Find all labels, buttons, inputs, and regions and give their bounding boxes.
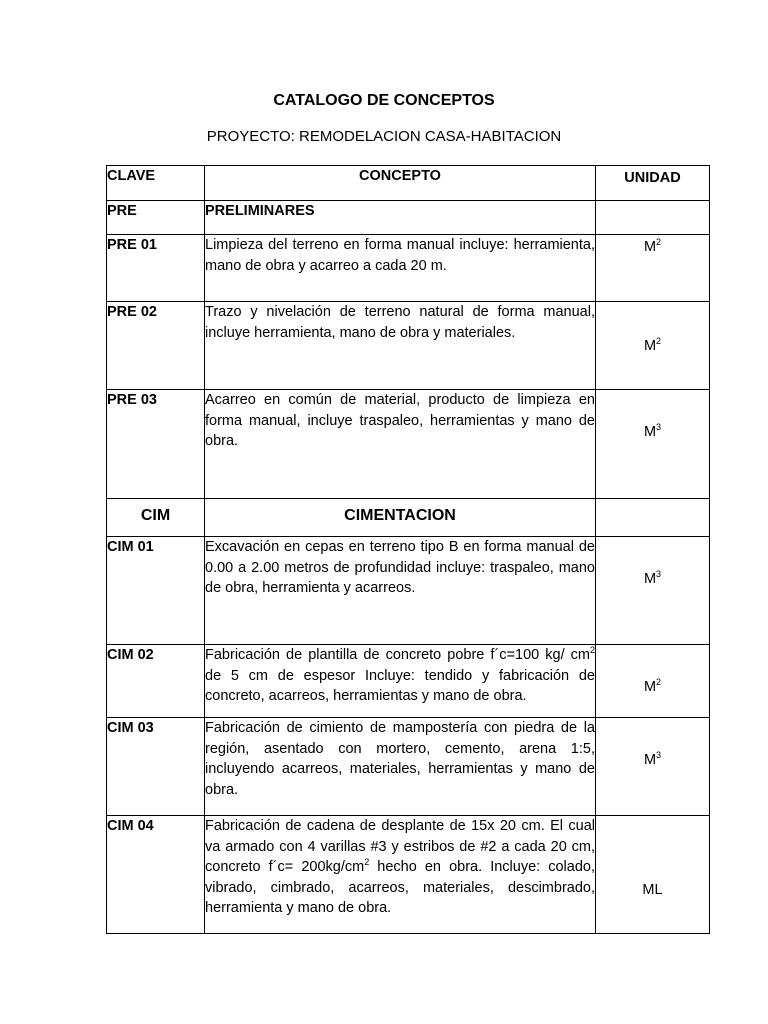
table-row: [107, 201, 710, 235]
table-header-row: [107, 166, 710, 201]
row-clave: PRE: [107, 201, 205, 235]
row-unidad: [596, 201, 710, 235]
table-row: [107, 499, 710, 537]
row-clave: CIM 01: [107, 537, 205, 645]
table-row: [107, 390, 710, 499]
row-concepto: CIMENTACION: [205, 499, 596, 537]
row-clave: CIM 04: [107, 816, 205, 934]
table-row: [107, 816, 710, 934]
row-unidad: $M^3$: [596, 718, 710, 816]
row-unidad: $M^3$: [596, 390, 710, 499]
header-clave: CLAVE: [107, 166, 205, 201]
concept-catalog-table: [106, 165, 710, 934]
row-unidad: [596, 499, 710, 537]
table-row: [107, 718, 710, 816]
row-concepto: Fabricación de cimiento de mampostería con piedra de la región, asentado con mortero, cemento, arena 1:5, incluyendo acarreos, materiales, herramientas y mano de obra.: [205, 718, 596, 816]
row-concepto: Excavación en cepas en terreno tipo B en forma manual de 0.00 a 2.00 metros de profundidad incluye: traspaleo, mano de obra, herramienta y acarreos.: [205, 537, 596, 645]
row-concepto: Limpieza del terreno en forma manual incluye: herramienta, mano de obra y acarreo a cada 20 m.: [205, 235, 596, 302]
row-clave: CIM: [107, 499, 205, 537]
row-concepto: PRELIMINARES: [205, 201, 596, 235]
row-unidad: $M^3$: [596, 537, 710, 645]
row-clave: PRE 03: [107, 390, 205, 499]
table-row: [107, 537, 710, 645]
table-row: [107, 645, 710, 718]
row-clave: CIM 02: [107, 645, 205, 718]
row-clave: PRE 02: [107, 302, 205, 390]
row-unidad: $M^2$: [596, 302, 710, 390]
row-concepto: Fabricación de plantilla de concreto pobre f´c=100 kg/ $cm^2$ de 5 cm de espesor Incluye: tendido y fabricación de concreto, acarreos, herramientas y mano de obra.: [205, 645, 596, 718]
document-subtitle: PROYECTO: REMODELACION CASA-HABITACION: [206, 128, 562, 145]
table-row: [107, 302, 710, 390]
row-concepto: Acarreo en común de material, producto de limpieza en forma manual, incluye traspaleo, herramientas y mano de obra.: [205, 390, 596, 499]
row-concepto: Trazo y nivelación de terreno natural de forma manual, incluye herramienta, mano de obra y materiales.: [205, 302, 596, 390]
header-concepto: CONCEPTO: [205, 166, 596, 201]
row-unidad: ML: [596, 816, 710, 934]
row-unidad: $M^2$: [596, 645, 710, 718]
header-unidad: UNIDAD: [596, 166, 710, 201]
row-clave: PRE 01: [107, 235, 205, 302]
table-row: [107, 235, 710, 302]
row-concepto: Fabricación de cadena de desplante de 15x 20 cm. El cual va armado con 4 varillas #3 y estribos de #2 a cada 20 cm, concreto f´c= $200kg/cm^2$ hecho en obra. Incluye: colado, vibrado, cimbrado, acarreos, materiales, descimbrado, herramienta y mano de obra.: [205, 816, 596, 934]
document-title: CATALOGO DE CONCEPTOS: [273, 92, 495, 109]
row-clave: CIM 03: [107, 718, 205, 816]
row-unidad: $M^2$: [596, 235, 710, 302]
